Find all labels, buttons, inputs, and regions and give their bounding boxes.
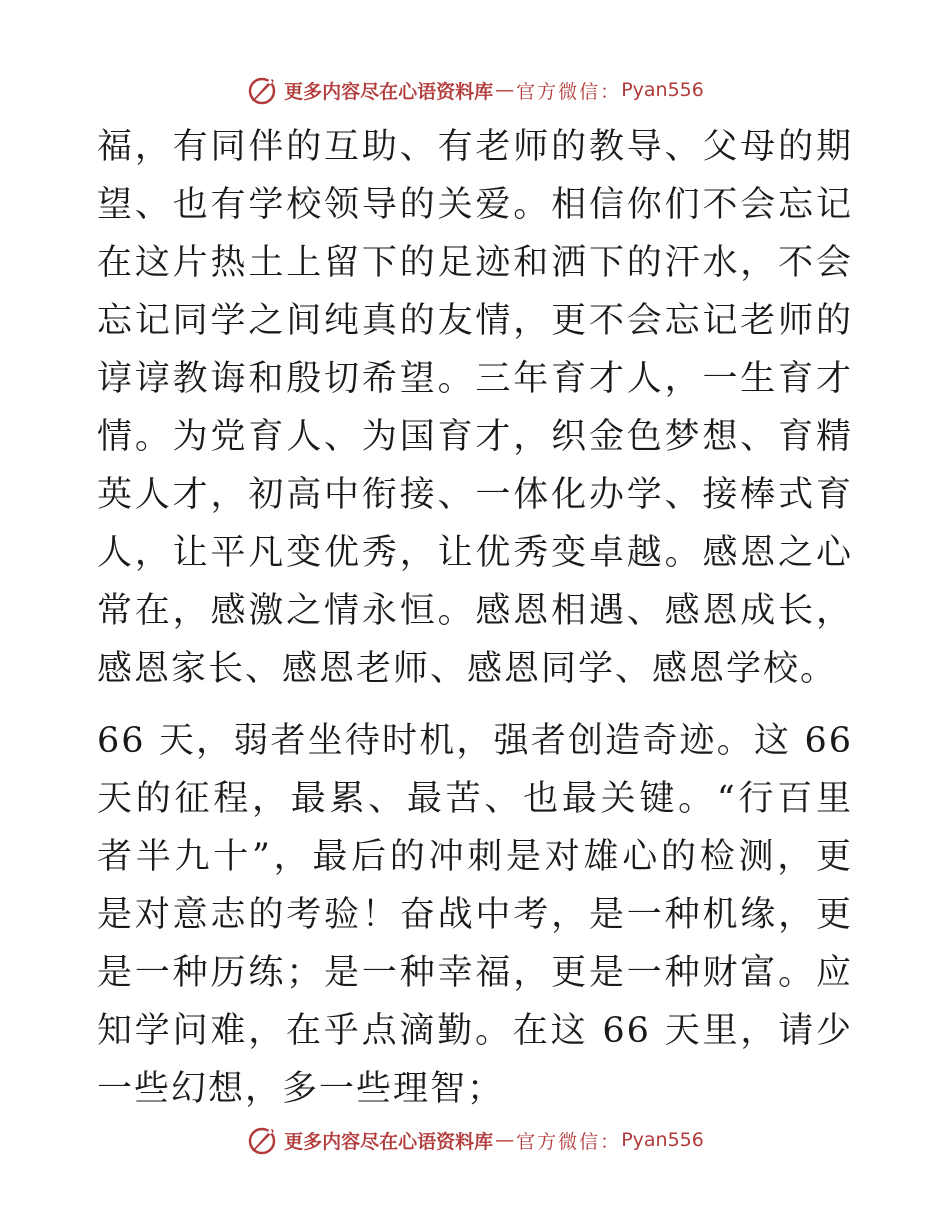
banner-wechat-id: Pyan556: [621, 79, 704, 101]
banner-wechat-label: 官方微信：: [516, 80, 622, 103]
banner-wechat-label: 官方微信：: [516, 1130, 622, 1153]
footer-banner: [0, 1120, 950, 1160]
paragraph-1: 福，有同伴的互助、有老师的教导、父母的期望、也有学校领导的关爱。相信你们不会忘记在这片热土上留下的足迹和洒下的汗水，不会忘记同学之间纯真的友情，更不会忘记老师的谆谆教诲和殷切希望。三年育才人，一生育才情。为党育人、为国育才，织金色梦想、育精英人才，初高中衔接、一体化办学、接棒式育人，让平凡变优秀，让优秀变卓越。感恩之心常在，感激之情永恒。感恩相遇、感恩成长，感恩家长、感恩老师、感恩同学、感恩学校。: [97, 127, 853, 689]
pen-logo-icon: [246, 1124, 278, 1156]
paragraph-2: 66 天，弱者坐待时机，强者创造奇迹。这 66 天的征程，最累、最苦、也最关键。“行百里者半九十”，最后的冲刺是对雄心的检测，更是对意志的考验！奋战中考，是一种机缘，更是一种历练；是一种幸福，更是一种财富。应知学问难，在乎点滴勤。在这 66 天里，请少一些幻想，多一些理智；: [97, 721, 853, 1109]
banner-separator: —: [495, 79, 515, 101]
banner-main-text: 更多内容尽在心语资料库: [284, 1130, 494, 1153]
banner-wechat-id: Pyan556: [621, 1129, 704, 1151]
pen-logo-icon: [246, 74, 278, 106]
banner-main-text: 更多内容尽在心语资料库: [284, 80, 494, 103]
banner-separator: —: [495, 1129, 515, 1151]
document-body: [97, 118, 853, 1118]
header-banner: [0, 70, 950, 110]
